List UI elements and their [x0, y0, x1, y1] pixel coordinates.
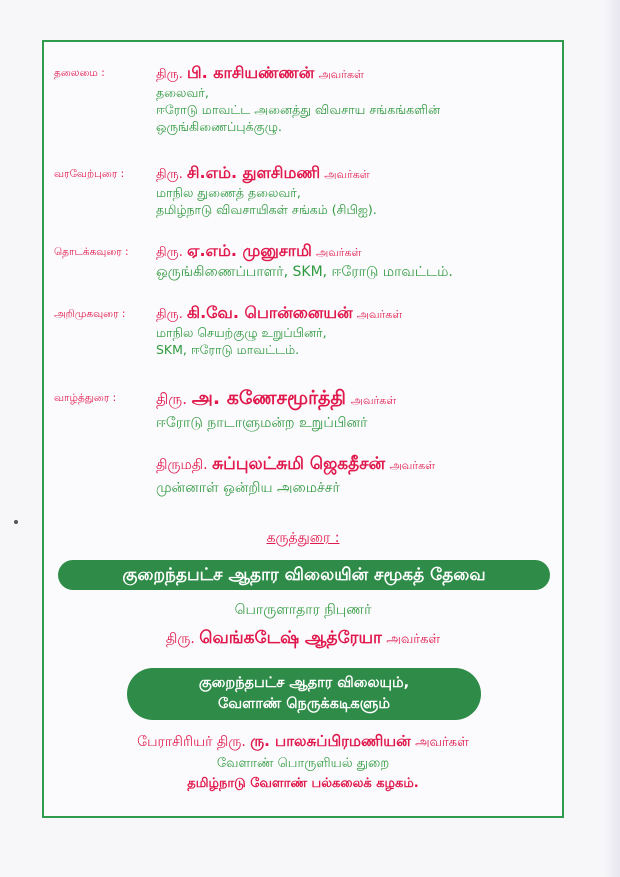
- greeting-speaker-1: [156, 386, 396, 433]
- speaker-name: கி.வே. பொன்னையன்: [186, 303, 353, 322]
- designation-line: SKM, ஈரோடு மாவட்டம்.: [156, 342, 300, 357]
- honorific: அவர்கள்: [386, 632, 441, 647]
- speaker1-title: பொருளாதார நிபுணர்: [234, 602, 372, 618]
- designation-line: ஈரோடு நாடாளுமன்ற உறுப்பினர்: [156, 415, 368, 431]
- honorific: அவர்கள்: [356, 308, 403, 321]
- section-label: வரவேற்புரை :: [54, 168, 125, 180]
- designation-line: மாநில செயற்குழு உறுப்பினர்,: [156, 325, 327, 340]
- title-prefix: திரு.: [165, 631, 195, 647]
- keynote-heading: கருத்துரை :: [266, 530, 340, 546]
- speaker-line: [156, 386, 396, 413]
- speaker-line: [156, 452, 435, 478]
- honorific: அவர்கள்: [324, 168, 370, 181]
- speaker-name: ஏ.எம். முனுசாமி: [186, 241, 312, 260]
- speaker-name: சுப்புலட்சுமி ஜெகதீசன்: [212, 454, 386, 474]
- section-body: [156, 242, 453, 282]
- honorific: அவர்கள்: [389, 459, 436, 472]
- speaker-line: [156, 64, 440, 84]
- paper-speck: [14, 520, 18, 524]
- honorific: அவர்கள்: [415, 735, 469, 750]
- title-prefix: திரு.: [156, 167, 183, 182]
- designation-line: ஒருங்கிணைப்புக்குழு.: [156, 119, 282, 134]
- honorific: அவர்கள்: [318, 68, 364, 81]
- title-prefix: திரு.: [156, 245, 183, 260]
- title-prefix: திருமதி.: [156, 457, 208, 473]
- designation-line: தலைவர்,: [156, 85, 209, 100]
- topic-banner-1: குறைந்தபட்ச ஆதார விலையின் சமூகத் தேவை: [58, 560, 550, 590]
- title-prefix: திரு.: [156, 67, 183, 82]
- speaker-line: [156, 242, 453, 262]
- speaker-name: அ. கணேசமூர்த்தி: [191, 387, 346, 409]
- speaker-name: பி. காசியண்ணன்: [186, 63, 315, 82]
- section-label: தொடக்கவுரை :: [54, 246, 129, 258]
- section-body: [156, 164, 377, 218]
- honorific: அவர்கள்: [350, 394, 397, 407]
- speaker-line: [156, 304, 402, 324]
- section-body: [156, 64, 440, 135]
- section-label: வாழ்த்துரை :: [54, 392, 117, 404]
- title-prefix: திரு.: [156, 307, 183, 322]
- speaker1-line: [44, 628, 562, 650]
- designation-line: ஈரோடு மாவட்ட அனைத்து விவசாய சங்கங்களின்: [156, 102, 441, 117]
- topic2-line-2: வேளாண் நெருக்கடிகளும்: [217, 696, 391, 712]
- program-frame: [42, 40, 564, 818]
- designation-line: ஒருங்கிணைப்பாளர், SKM, ஈரோடு மாவட்டம்.: [156, 264, 453, 280]
- section-body: [156, 304, 402, 358]
- section-label: தலைமை :: [54, 67, 105, 79]
- honorific: அவர்கள்: [315, 246, 362, 259]
- speaker-name: வெங்கடேஷ் ஆத்ரேயா: [199, 628, 382, 648]
- section-label: அறிமுகவுரை :: [54, 308, 126, 320]
- designation-line: தமிழ்நாடு விவசாயிகள் சங்கம் (சிபிஐ).: [156, 202, 377, 217]
- greeting-speaker-2: [156, 452, 435, 498]
- title-prefix: திரு.: [156, 390, 187, 408]
- topic2-line-1: குறைந்தபட்ச ஆதார விலையும்,: [198, 675, 410, 691]
- title-prefix: பேராசிரியர் திரு.: [137, 734, 246, 750]
- topic-banner-2: [127, 668, 481, 720]
- designation-line: மாநில துணைத் தலைவர்,: [156, 185, 301, 200]
- speaker2-university: தமிழ்நாடு வேளாண் பல்கலைக் கழகம்.: [187, 776, 419, 791]
- speaker2-line: [44, 732, 562, 752]
- page-edge-shadow: [604, 0, 620, 877]
- designation-line: முன்னாள் ஒன்றிய அமைச்சர்: [156, 480, 340, 496]
- speaker2-dept: வேளாண் பொருளியல் துறை: [216, 756, 390, 771]
- speaker-name: சி.எம். துளசிமணி: [186, 163, 321, 182]
- speaker-line: [156, 164, 377, 184]
- speaker-name: ரு. பாலசுப்பிரமணியன்: [250, 732, 411, 750]
